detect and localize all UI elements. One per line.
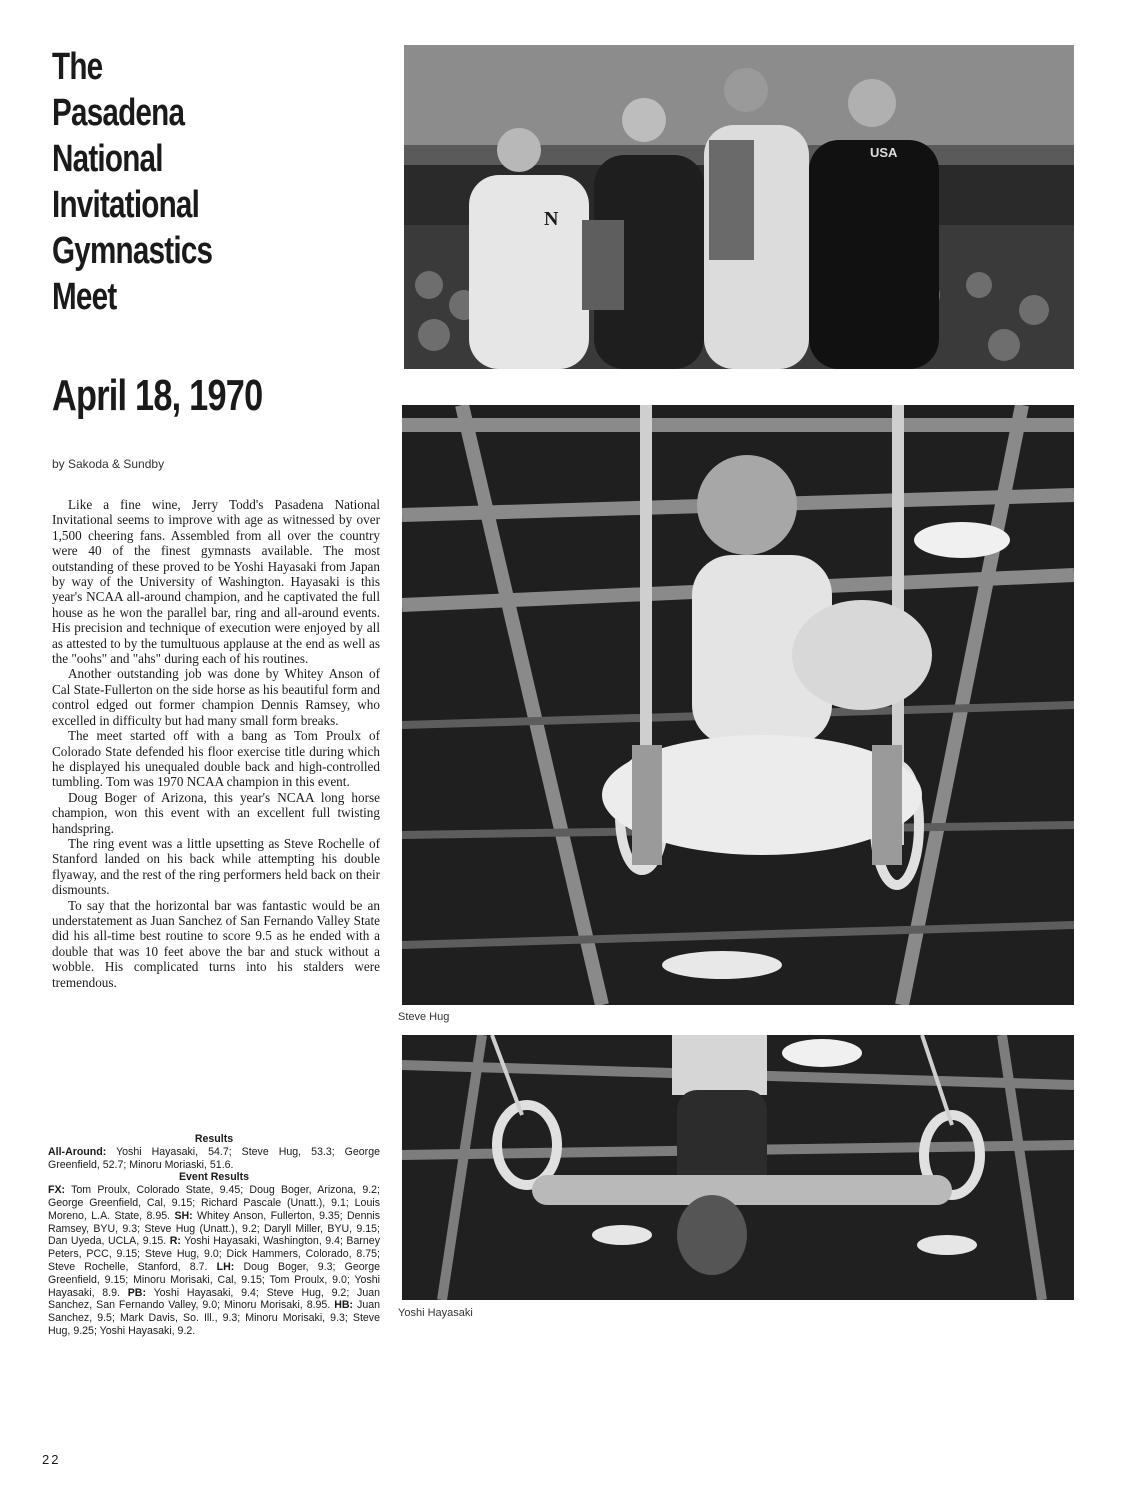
inverted-rings-illustration	[402, 1035, 1074, 1300]
inverted-rings-photo	[402, 1035, 1074, 1300]
hb-label: HB:	[334, 1299, 354, 1312]
caption-steve-hug: Steve Hug	[398, 1011, 450, 1023]
event-results	[48, 1184, 380, 1338]
title-line: Gymnastics	[52, 230, 213, 272]
paragraph: The ring event was a little upsetting as Steve Rochelle of Stanford landed on his back while attempting his double flyaway, and the rest of the ring performers held back on their dismounts.	[52, 835, 380, 898]
sh-text: Whitey Anson, Fullerton, 9.35; Dennis Ramsey, BYU, 9.3; Steve Hug (Unatt.), 9.2; Daryll Miller, BYU, 9.15; Dan Uyeda, UCLA, 9.15.	[48, 1209, 381, 1248]
all-around-results	[48, 1146, 380, 1172]
caption-yoshi-hayasaki: Yoshi Hayasaki	[398, 1307, 473, 1319]
paragraph: Another outstanding job was done by Whitey Anson of Cal State-Fullerton on the side horse as his beautiful form and control edged out former champion Dennis Ramsey, who excelled in difficulty but had many small form breaks.	[52, 666, 380, 728]
fx-label: FX:	[48, 1184, 66, 1197]
all-around-label: All-Around:	[48, 1145, 107, 1158]
r-label: R:	[169, 1235, 181, 1248]
podium-illustration	[404, 45, 1074, 369]
rings-photo	[402, 405, 1074, 1005]
title-line: Invitational	[52, 184, 200, 226]
r-text: Yoshi Hayasaki, Washington, 9.4; Barney Peters, PCC, 9.15; Steve Hug, 9.0; Dick Hammers, Colorado, 8.75; Steve Rochelle, Stanford, 8.7.	[48, 1235, 380, 1273]
paragraph: The meet started off with a bang as Tom Proulx of Colorado State defended his floor exercise title during which he displayed his unequaled double back and high-controlled tumbling. Tom was 1970 NCAA champion in this event.	[52, 728, 380, 790]
paragraph: Doug Boger of Arizona, this year's NCAA long horse champion, won this event with an excellent full twisting handspring.	[52, 789, 380, 836]
results-heading: Results	[194, 1133, 234, 1145]
lh-text: Doug Boger, 9.3; George Greenfield, 9.15; Minoru Morisaki, Cal, 9.15; Tom Proulx, 9.0; Yoshi Hayasaki, 8.9.	[48, 1260, 380, 1299]
podium-photo	[404, 45, 1074, 369]
rings-illustration	[402, 405, 1074, 1005]
hb-text: Juan Sanchez, 9.5; Mark Davis, So. Ill., 9.3; Minoru Morisaki, 9.3; Steve Hug, 9.25; Yoshi Hayasaki, 9.2.	[48, 1299, 380, 1337]
article-body	[52, 497, 380, 990]
paragraph: Like a fine wine, Jerry Todd's Pasadena National Invitational seems to improve with age as witnessed by over 1,500 cheering fans. Assembled from all over the country were 40 of the finest gymnasts available. The most outstanding of these proved to be Yoshi Hayasaki from Japan by way of the University of Washington. Hayasaki is this year's NCAA all-around champion, and he captivated the full house as he won the parallel bar, ring and all-around events. His precision and technique of execution were enjoyed by all as attested to by the tumultuous applause at the end as well as the "oohs" and "ahs" during each of his routines.	[52, 497, 380, 667]
pb-text: Yoshi Hayasaki, 9.4; Steve Hug, 9.2; Juan Sanchez, San Fernando Valley, 9.0; Minoru Morisaki, 8.95.	[48, 1286, 380, 1312]
jersey-letter: N	[544, 208, 559, 230]
jersey-usa: USA	[870, 145, 898, 160]
article-title	[52, 44, 286, 320]
event-results-heading: Event Results	[178, 1171, 250, 1184]
byline: by Sakoda & Sundby	[52, 457, 165, 471]
page-number: 22	[42, 1452, 61, 1467]
sh-label: SH:	[174, 1209, 193, 1222]
paragraph: To say that the horizontal bar was fantastic would be an understatement as Juan Sanchez of San Fernando Valley State did his all-time best routine to score 9.5 as he ended with a double that was 10 feet above the bar and stuck without a wobble. His complicated turns into his stalders were tremendous.	[52, 897, 380, 990]
title-line: Meet	[52, 276, 117, 318]
lh-label: LH:	[216, 1260, 235, 1273]
article-date: April 18, 1970	[52, 371, 263, 420]
title-line: Pasadena	[52, 92, 185, 134]
title-line: The	[52, 46, 103, 88]
all-around-text: Yoshi Hayasaki, 54.7; Steve Hug, 53.3; George Greenfield, 52.7; Minoru Moriaski, 51.6.	[48, 1145, 380, 1171]
fx-text: Tom Proulx, Colorado State, 9.45; Doug Boger, Arizona, 9.2; George Greenfield, Cal, 9.15; Richard Pascale (Unatt.), 9.1; Louis Moreno, L.A. State, 8.95.	[48, 1184, 380, 1222]
pb-label: PB:	[127, 1286, 146, 1299]
results-section	[48, 1133, 380, 1338]
title-line: National	[52, 138, 163, 180]
